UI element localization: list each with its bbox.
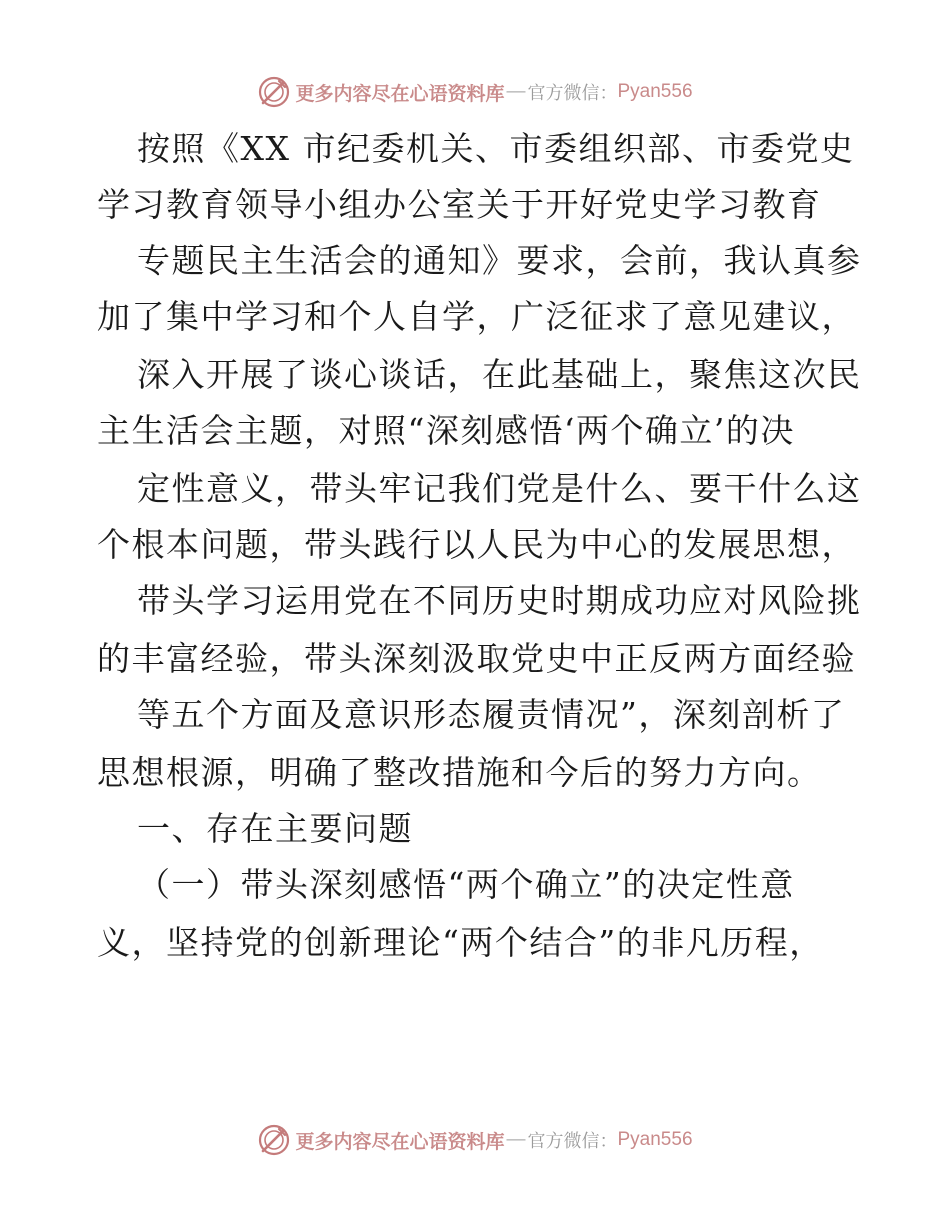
text-line: 加了集中学习和个人自学，广泛征求了意见建议，: [97, 297, 856, 336]
watermark-dash: —: [506, 1129, 526, 1150]
subsection-heading: （一）带头深刻感悟“两个确立”的决定性意: [137, 865, 795, 904]
watermark-id: Pyan556: [617, 1129, 693, 1150]
header-watermark: [0, 72, 950, 112]
text-line: 个根本问题，带头践行以人民为中心的发展思想，: [97, 525, 856, 564]
footer-watermark: [0, 1120, 950, 1160]
text-line: 定性意义，带头牢记我们党是什么、要干什么这: [137, 469, 862, 508]
text-line: 学习教育领导小组办公室关于开好党史学习教育: [97, 185, 822, 224]
section-heading: 一、存在主要问题: [137, 809, 413, 848]
text-line: 的丰富经验，带头深刻汲取党史中正反两方面经验: [97, 639, 856, 678]
logo-icon: [257, 75, 291, 109]
watermark-label: 官方微信：: [527, 83, 618, 104]
watermark-label: 官方微信：: [527, 1131, 618, 1152]
text-line: 带头学习运用党在不同历史时期成功应对风险挑: [137, 581, 862, 620]
logo-icon: [257, 1123, 291, 1157]
watermark-brand: 更多内容尽在心语资料库: [295, 1130, 505, 1153]
text-line: 义，坚持党的创新理论“两个结合”的非凡历程，: [97, 923, 824, 962]
text-line: 思想根源，明确了整改措施和今后的努力方向。: [97, 753, 822, 792]
watermark-dash: —: [506, 81, 526, 102]
text-line: 深入开展了谈心谈话，在此基础上，聚焦这次民: [137, 355, 862, 394]
text-line: 等五个方面及意识形态履责情况”，深刻剖析了: [137, 695, 846, 734]
watermark-brand: 更多内容尽在心语资料库: [295, 82, 505, 105]
text-line: 按照《XX 市纪委机关、市委组织部、市委党史: [137, 129, 855, 168]
text-line: 专题民主生活会的通知》要求，会前，我认真参: [137, 241, 862, 280]
watermark-id: Pyan556: [617, 81, 693, 102]
text-line: 主生活会主题，对照“深刻感悟‘两个确立’的决: [97, 411, 795, 450]
